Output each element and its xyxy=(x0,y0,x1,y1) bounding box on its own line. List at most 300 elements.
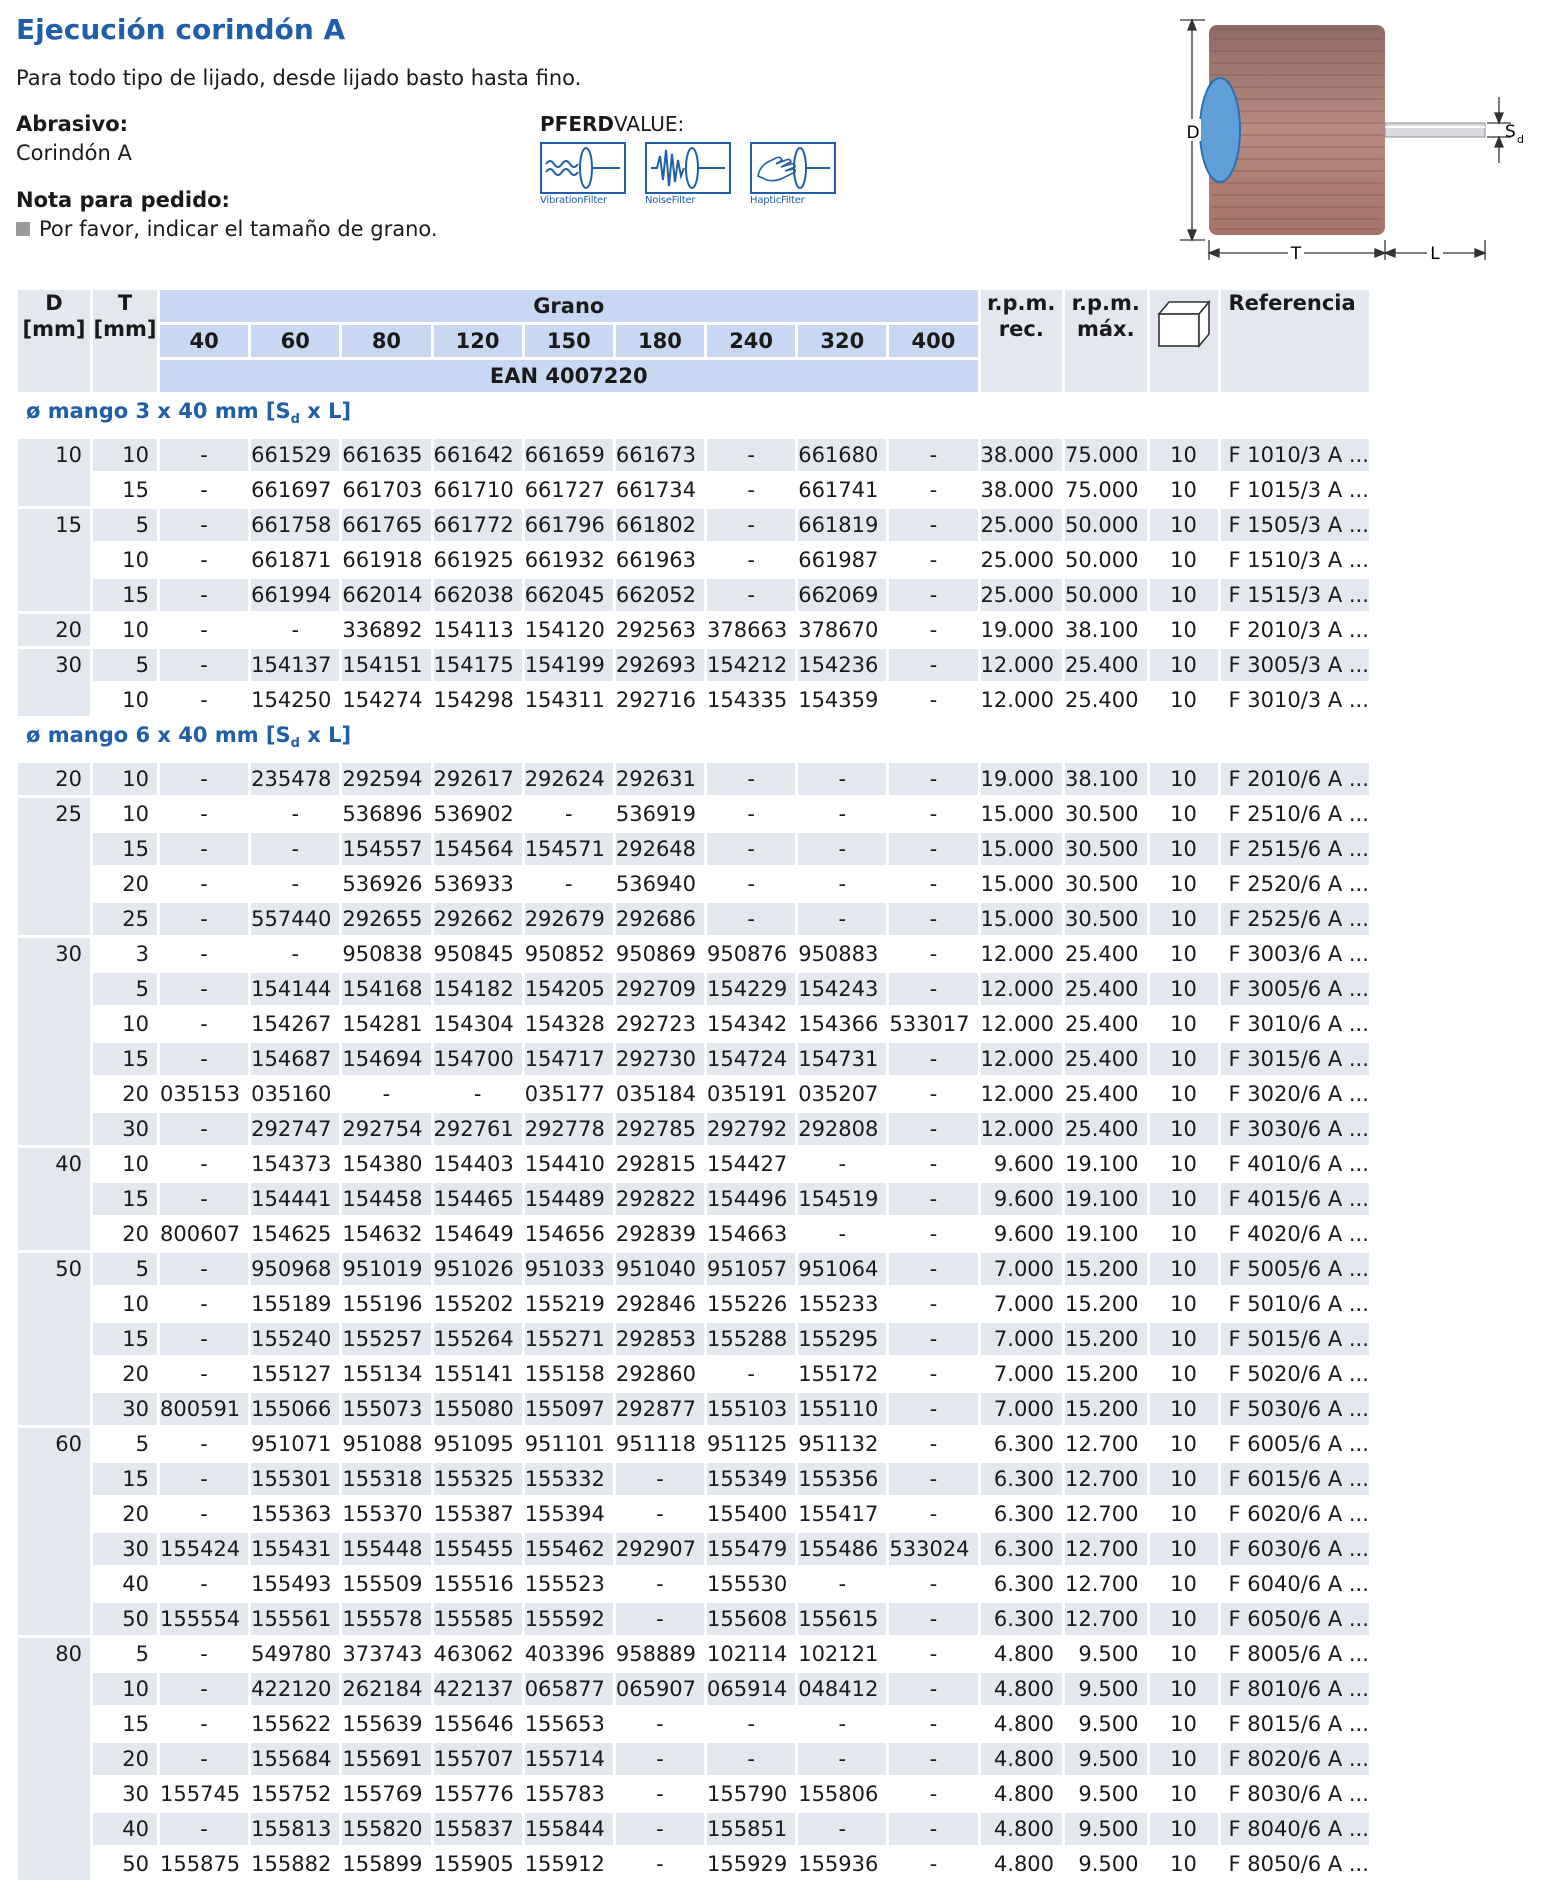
t-label: T xyxy=(117,291,133,315)
cell-ean: - xyxy=(798,1708,886,1740)
cell-ean: 154205 xyxy=(525,973,613,1005)
cell-package: 10 xyxy=(1150,973,1218,1005)
cell-t: 30 xyxy=(93,1778,157,1810)
cell-ean: 951026 xyxy=(434,1253,522,1285)
cell-ean: 155745 xyxy=(160,1778,248,1810)
cell-ean: 155349 xyxy=(707,1463,795,1495)
cell-reference: F 6005/6 A ... xyxy=(1221,1428,1369,1460)
cell-ean: 155912 xyxy=(525,1848,613,1880)
cell-ean: 155141 xyxy=(434,1358,522,1390)
cell-ean: 154427 xyxy=(707,1148,795,1180)
product-table xyxy=(15,287,1372,1883)
cell-ean: 155615 xyxy=(798,1603,886,1635)
cell-ean: 035191 xyxy=(707,1078,795,1110)
cell-ean: 155202 xyxy=(434,1288,522,1320)
table-row xyxy=(18,1078,1369,1110)
cell-rpm-max: 15.200 xyxy=(1065,1288,1146,1320)
cell-ean: - xyxy=(160,1428,248,1460)
cell-ean: 154632 xyxy=(342,1218,430,1250)
cell-ean: 155769 xyxy=(342,1778,430,1810)
cell-ean: - xyxy=(889,938,977,970)
cell-reference: F 3010/6 A ... xyxy=(1221,1008,1369,1040)
cell-ean: 292778 xyxy=(525,1113,613,1145)
cell-ean: - xyxy=(160,1463,248,1495)
cell-reference: F 1515/3 A ... xyxy=(1221,579,1369,611)
cell-rpm-rec: 7.000 xyxy=(981,1288,1062,1320)
cell-rpm-rec: 6.300 xyxy=(981,1533,1062,1565)
cell-ean: 154380 xyxy=(342,1148,430,1180)
cell-t: 20 xyxy=(93,868,157,900)
cell-ean: - xyxy=(160,1708,248,1740)
cell-ean: - xyxy=(160,1673,248,1705)
cell-ean: 951132 xyxy=(798,1428,886,1460)
cell-ean: 154694 xyxy=(342,1043,430,1075)
cell-ean: 262184 xyxy=(342,1673,430,1705)
cell-ean: - xyxy=(889,1813,977,1845)
cell-package: 10 xyxy=(1150,1498,1218,1530)
cell-ean: 154168 xyxy=(342,973,430,1005)
dim-s-sub-label: d xyxy=(1517,133,1524,146)
cell-ean: 292846 xyxy=(616,1288,704,1320)
cell-ean: 661710 xyxy=(434,474,522,506)
cell-ean: 662045 xyxy=(525,579,613,611)
cell-ean: 557440 xyxy=(251,903,339,935)
cell-package: 10 xyxy=(1150,798,1218,830)
cell-reference: F 6015/6 A ... xyxy=(1221,1463,1369,1495)
cell-ean: 155707 xyxy=(434,1743,522,1775)
table-row xyxy=(18,1463,1369,1495)
table-row xyxy=(18,1813,1369,1845)
cell-reference: F 5010/6 A ... xyxy=(1221,1288,1369,1320)
cell-ean: 661925 xyxy=(434,544,522,576)
cell-ean: 155691 xyxy=(342,1743,430,1775)
cell-t: 5 xyxy=(93,1253,157,1285)
cell-rpm-max: 30.500 xyxy=(1065,903,1146,935)
cell-reference: F 3020/6 A ... xyxy=(1221,1078,1369,1110)
cell-ean: 661796 xyxy=(525,509,613,541)
cell-ean: 155486 xyxy=(798,1533,886,1565)
cell-ean: - xyxy=(707,868,795,900)
cell-ean: 155288 xyxy=(707,1323,795,1355)
cell-ean: 292860 xyxy=(616,1358,704,1390)
cell-t: 15 xyxy=(93,1463,157,1495)
cell-reference: F 8005/6 A ... xyxy=(1221,1638,1369,1670)
cell-package: 10 xyxy=(1150,1008,1218,1040)
cell-ean: 154649 xyxy=(434,1218,522,1250)
cell-package: 10 xyxy=(1150,903,1218,935)
cell-ean: 155400 xyxy=(707,1498,795,1530)
cell-rpm-rec: 7.000 xyxy=(981,1358,1062,1390)
cell-ean: - xyxy=(160,474,248,506)
cell-d: 30 xyxy=(18,649,90,716)
table-row xyxy=(18,1218,1369,1250)
cell-t: 3 xyxy=(93,938,157,970)
cell-ean: 155608 xyxy=(707,1603,795,1635)
col-d-header xyxy=(18,290,90,392)
cell-ean: - xyxy=(889,684,977,716)
cell-ean: 154267 xyxy=(251,1008,339,1040)
cell-rpm-rec: 25.000 xyxy=(981,579,1062,611)
col-referencia-header: Referencia xyxy=(1221,290,1369,392)
cell-rpm-max: 9.500 xyxy=(1065,1778,1146,1810)
cell-ean: 661673 xyxy=(616,439,704,471)
cell-ean: 154625 xyxy=(251,1218,339,1250)
cell-ean: 155103 xyxy=(707,1393,795,1425)
cell-ean: 373743 xyxy=(342,1638,430,1670)
cell-rpm-rec: 12.000 xyxy=(981,1043,1062,1075)
cell-ean: 951125 xyxy=(707,1428,795,1460)
section-header xyxy=(18,395,1369,436)
cell-ean: 154458 xyxy=(342,1183,430,1215)
cell-rpm-max: 25.400 xyxy=(1065,1113,1146,1145)
cell-ean: 292907 xyxy=(616,1533,704,1565)
cell-ean: 155219 xyxy=(525,1288,613,1320)
cell-ean: 155301 xyxy=(251,1463,339,1495)
table-row xyxy=(18,1253,1369,1285)
note-bullet-icon xyxy=(16,222,30,236)
cell-ean: - xyxy=(798,1218,886,1250)
cell-ean: 950845 xyxy=(434,938,522,970)
cell-t: 20 xyxy=(93,1078,157,1110)
cell-t: 10 xyxy=(93,1288,157,1320)
table-row xyxy=(18,798,1369,830)
cell-ean: 292877 xyxy=(616,1393,704,1425)
cell-ean: 662014 xyxy=(342,579,430,611)
cell-reference: F 8040/6 A ... xyxy=(1221,1813,1369,1845)
cell-ean: 155837 xyxy=(434,1813,522,1845)
order-note-label: Nota para pedido: xyxy=(16,188,230,212)
section-title-subscript: d xyxy=(290,736,300,752)
cell-ean: - xyxy=(707,1358,795,1390)
cell-ean: 155240 xyxy=(251,1323,339,1355)
cell-ean: 155158 xyxy=(525,1358,613,1390)
cell-rpm-rec: 7.000 xyxy=(981,1323,1062,1355)
cell-ean: 154731 xyxy=(798,1043,886,1075)
cell-package: 10 xyxy=(1150,1288,1218,1320)
cell-ean: 662038 xyxy=(434,579,522,611)
cell-rpm-rec: 12.000 xyxy=(981,1078,1062,1110)
cell-ean: 661529 xyxy=(251,439,339,471)
cell-ean: 154465 xyxy=(434,1183,522,1215)
cell-ean: 155189 xyxy=(251,1288,339,1320)
table-row xyxy=(18,868,1369,900)
cell-rpm-rec: 25.000 xyxy=(981,544,1062,576)
table-row xyxy=(18,1288,1369,1320)
cell-ean: 155271 xyxy=(525,1323,613,1355)
cell-ean: - xyxy=(798,1813,886,1845)
cell-rpm-rec: 12.000 xyxy=(981,684,1062,716)
cell-reference: F 6030/6 A ... xyxy=(1221,1533,1369,1565)
cell-rpm-max: 25.400 xyxy=(1065,649,1146,681)
cell-package: 10 xyxy=(1150,439,1218,471)
cell-rpm-rec: 38.000 xyxy=(981,439,1062,471)
cell-reference: F 1015/3 A ... xyxy=(1221,474,1369,506)
cell-rpm-max: 25.400 xyxy=(1065,938,1146,970)
cell-ean: - xyxy=(251,614,339,646)
cell-ean: - xyxy=(889,439,977,471)
cell-rpm-max: 50.000 xyxy=(1065,509,1146,541)
cell-ean: 155394 xyxy=(525,1498,613,1530)
cell-ean: 292624 xyxy=(525,763,613,795)
col-rpm-max-header xyxy=(1065,290,1146,392)
cell-ean: 951040 xyxy=(616,1253,704,1285)
cell-rpm-rec: 12.000 xyxy=(981,1113,1062,1145)
cell-ean: 292686 xyxy=(616,903,704,935)
vibration-filter xyxy=(540,142,626,206)
cell-ean: 155684 xyxy=(251,1743,339,1775)
cell-package: 10 xyxy=(1150,1323,1218,1355)
cell-rpm-max: 9.500 xyxy=(1065,1743,1146,1775)
cell-ean: 154328 xyxy=(525,1008,613,1040)
cell-package: 10 xyxy=(1150,1848,1218,1880)
cell-rpm-rec: 4.800 xyxy=(981,1778,1062,1810)
cell-package: 10 xyxy=(1150,1778,1218,1810)
cell-ean: 154243 xyxy=(798,973,886,1005)
cell-rpm-rec: 7.000 xyxy=(981,1253,1062,1285)
cell-ean: 155554 xyxy=(160,1603,248,1635)
cell-rpm-max: 25.400 xyxy=(1065,1043,1146,1075)
cell-package: 10 xyxy=(1150,763,1218,795)
cell-ean: 035207 xyxy=(798,1078,886,1110)
cell-ean: 155882 xyxy=(251,1848,339,1880)
abrasive-value: Corindón A xyxy=(16,141,132,165)
section-title: ø mango 3 x 40 mm [S xyxy=(26,399,291,423)
cell-ean: 800591 xyxy=(160,1393,248,1425)
cell-ean: 292709 xyxy=(616,973,704,1005)
cell-t: 15 xyxy=(93,1043,157,1075)
d-unit: [mm] xyxy=(22,317,86,341)
cell-ean: 154441 xyxy=(251,1183,339,1215)
cell-rpm-max: 19.100 xyxy=(1065,1218,1146,1250)
cell-ean: - xyxy=(616,1603,704,1635)
cell-ean: - xyxy=(342,1078,430,1110)
table-row xyxy=(18,903,1369,935)
col-t-header xyxy=(93,290,157,392)
cell-rpm-rec: 7.000 xyxy=(981,1393,1062,1425)
table-row xyxy=(18,1393,1369,1425)
cell-package: 10 xyxy=(1150,684,1218,716)
cell-ean: - xyxy=(251,938,339,970)
table-row xyxy=(18,1358,1369,1390)
cell-ean: 065914 xyxy=(707,1673,795,1705)
grit-header: 40 xyxy=(160,325,248,357)
filter-suffix: Filter xyxy=(583,195,607,206)
cell-ean: 155363 xyxy=(251,1498,339,1530)
cell-ean: - xyxy=(889,1043,977,1075)
cell-rpm-max: 12.700 xyxy=(1065,1428,1146,1460)
cell-ean: 378663 xyxy=(707,614,795,646)
cell-ean: 154199 xyxy=(525,649,613,681)
dim-t-label: T xyxy=(1290,244,1302,264)
cell-ean: - xyxy=(889,1148,977,1180)
cell-ean: 661871 xyxy=(251,544,339,576)
cell-reference: F 1010/3 A ... xyxy=(1221,439,1369,471)
cell-ean: 155639 xyxy=(342,1708,430,1740)
cell-ean: 661741 xyxy=(798,474,886,506)
cell-rpm-max: 75.000 xyxy=(1065,439,1146,471)
cell-ean: - xyxy=(160,1148,248,1180)
cell-t: 50 xyxy=(93,1603,157,1635)
cell-reference: F 8015/6 A ... xyxy=(1221,1708,1369,1740)
cell-ean: - xyxy=(160,614,248,646)
cell-ean: 292716 xyxy=(616,684,704,716)
cell-ean: - xyxy=(889,649,977,681)
cell-rpm-rec: 12.000 xyxy=(981,973,1062,1005)
cell-ean: - xyxy=(616,1463,704,1495)
cell-ean: - xyxy=(160,649,248,681)
cell-ean: 154274 xyxy=(342,684,430,716)
cell-package: 10 xyxy=(1150,649,1218,681)
cell-reference: F 2525/6 A ... xyxy=(1221,903,1369,935)
cell-ean: - xyxy=(160,1498,248,1530)
cell-package: 10 xyxy=(1150,544,1218,576)
cell-ean: 155646 xyxy=(434,1708,522,1740)
cell-ean: - xyxy=(889,1288,977,1320)
cell-ean: 155318 xyxy=(342,1463,430,1495)
cell-ean: - xyxy=(889,1078,977,1110)
cell-ean: 155530 xyxy=(707,1568,795,1600)
cell-t: 10 xyxy=(93,439,157,471)
table-row xyxy=(18,1743,1369,1775)
dim-s-label: S xyxy=(1505,122,1516,142)
grit-header: 400 xyxy=(889,325,977,357)
cell-ean: 536940 xyxy=(616,868,704,900)
cell-ean: - xyxy=(889,1778,977,1810)
cell-ean: - xyxy=(889,509,977,541)
cell-ean: 536919 xyxy=(616,798,704,830)
cell-t: 10 xyxy=(93,1148,157,1180)
cell-d: 80 xyxy=(18,1638,90,1880)
cell-ean: - xyxy=(160,1813,248,1845)
cell-ean: - xyxy=(160,1568,248,1600)
cell-ean: - xyxy=(798,903,886,935)
cell-ean: - xyxy=(889,544,977,576)
cell-t: 20 xyxy=(93,1358,157,1390)
cell-ean: 661703 xyxy=(342,474,430,506)
cell-ean: 102121 xyxy=(798,1638,886,1670)
cell-t: 50 xyxy=(93,1848,157,1880)
cell-t: 10 xyxy=(93,684,157,716)
cell-ean: 155752 xyxy=(251,1778,339,1810)
cell-ean: 950838 xyxy=(342,938,430,970)
package-box-icon xyxy=(1155,296,1213,350)
cell-t: 5 xyxy=(93,649,157,681)
cell-ean: - xyxy=(889,1708,977,1740)
noise-filter-icon xyxy=(645,142,731,194)
cell-rpm-rec: 15.000 xyxy=(981,833,1062,865)
cell-rpm-rec: 9.600 xyxy=(981,1148,1062,1180)
cell-ean: 292785 xyxy=(616,1113,704,1145)
cell-ean: - xyxy=(889,833,977,865)
cell-rpm-rec: 12.000 xyxy=(981,938,1062,970)
cell-ean: 661659 xyxy=(525,439,613,471)
cell-ean: - xyxy=(889,1253,977,1285)
cell-package: 10 xyxy=(1150,833,1218,865)
cell-ean: 155493 xyxy=(251,1568,339,1600)
cell-ean: 292730 xyxy=(616,1043,704,1075)
cell-rpm-max: 75.000 xyxy=(1065,474,1146,506)
cell-ean: 292662 xyxy=(434,903,522,935)
d-label: D xyxy=(45,291,63,315)
cell-ean: 951088 xyxy=(342,1428,430,1460)
cell-rpm-max: 50.000 xyxy=(1065,579,1146,611)
cell-ean: 155585 xyxy=(434,1603,522,1635)
cell-ean: 155233 xyxy=(798,1288,886,1320)
cell-ean: 155592 xyxy=(525,1603,613,1635)
cell-t: 40 xyxy=(93,1813,157,1845)
cell-reference: F 5030/6 A ... xyxy=(1221,1393,1369,1425)
cell-ean: 155875 xyxy=(160,1848,248,1880)
cell-rpm-max: 12.700 xyxy=(1065,1498,1146,1530)
cell-ean: 155820 xyxy=(342,1813,430,1845)
table-row xyxy=(18,1428,1369,1460)
cell-package: 10 xyxy=(1150,1533,1218,1565)
cell-ean: 661680 xyxy=(798,439,886,471)
cell-ean: - xyxy=(889,763,977,795)
cell-ean: - xyxy=(160,1358,248,1390)
cell-ean: 155929 xyxy=(707,1848,795,1880)
cell-ean: 336892 xyxy=(342,614,430,646)
cell-ean: - xyxy=(798,833,886,865)
cell-ean: 403396 xyxy=(525,1638,613,1670)
cell-ean: 154250 xyxy=(251,684,339,716)
cell-rpm-max: 9.500 xyxy=(1065,1813,1146,1845)
cell-t: 15 xyxy=(93,1183,157,1215)
cell-ean: 292723 xyxy=(616,1008,704,1040)
abrasive-label: Abrasivo: xyxy=(16,112,129,136)
cell-rpm-max: 25.400 xyxy=(1065,684,1146,716)
order-note xyxy=(16,217,438,241)
cell-ean: 292563 xyxy=(616,614,704,646)
cell-ean: 048412 xyxy=(798,1673,886,1705)
cell-ean: - xyxy=(160,973,248,1005)
table-row xyxy=(18,1778,1369,1810)
cell-rpm-max: 19.100 xyxy=(1065,1148,1146,1180)
cell-ean: 155097 xyxy=(525,1393,613,1425)
cell-t: 30 xyxy=(93,1393,157,1425)
cell-ean: - xyxy=(707,903,795,935)
cell-ean: 950852 xyxy=(525,938,613,970)
cell-d: 10 xyxy=(18,439,90,506)
cell-t: 20 xyxy=(93,1743,157,1775)
cell-ean: 154519 xyxy=(798,1183,886,1215)
cell-ean: 154304 xyxy=(434,1008,522,1040)
cell-ean: 951101 xyxy=(525,1428,613,1460)
cell-rpm-max: 30.500 xyxy=(1065,833,1146,865)
cell-ean: 661987 xyxy=(798,544,886,576)
cell-reference: F 2515/6 A ... xyxy=(1221,833,1369,865)
cell-ean: 154366 xyxy=(798,1008,886,1040)
cell-t: 5 xyxy=(93,1428,157,1460)
cell-ean: 155806 xyxy=(798,1778,886,1810)
cell-ean: 292693 xyxy=(616,649,704,681)
cell-package: 10 xyxy=(1150,1358,1218,1390)
cell-ean: 035153 xyxy=(160,1078,248,1110)
cell-reference: F 1505/3 A ... xyxy=(1221,509,1369,541)
cell-reference: F 8050/6 A ... xyxy=(1221,1848,1369,1880)
table-row xyxy=(18,684,1369,716)
cell-ean: - xyxy=(160,1743,248,1775)
cell-ean: 154373 xyxy=(251,1148,339,1180)
cell-reference: F 3005/3 A ... xyxy=(1221,649,1369,681)
filter-name: Vibration xyxy=(540,195,584,206)
grit-header: 60 xyxy=(251,325,339,357)
table-row xyxy=(18,1603,1369,1635)
cell-ean: 661697 xyxy=(251,474,339,506)
vibration-filter-icon xyxy=(540,142,626,194)
cell-ean: 154571 xyxy=(525,833,613,865)
cell-ean: - xyxy=(707,579,795,611)
